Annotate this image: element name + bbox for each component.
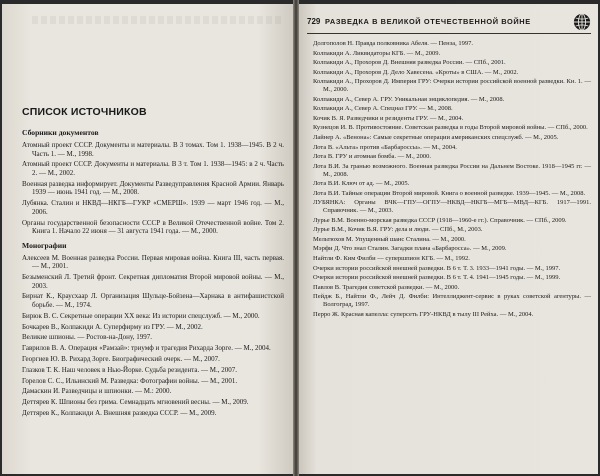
running-header <box>307 10 591 34</box>
page-title: СПИСОК ИСТОЧНИКОВ <box>22 106 147 118</box>
bibliography-entry: Мельтюхов М. Упущенный шанс Сталина. — М., 2000. <box>313 235 466 243</box>
bibliography-entry: Бирюк В. С. Секретные операции XX века: Из истории спецслужб. — М., 2000. <box>22 311 260 320</box>
bibliography-entry: Очерки истории российской внешней разведки. В 6 т. Т. 4. 1941—1945 годы. — М., 1999. <box>313 274 561 282</box>
bibliography-entry: Павлов В. Трагедия советской разведки. — М., 2000. <box>313 283 460 291</box>
bibliography-entry: Бирнат К., Краусхаар Л. Организация Шульце-Бойзена—Харнака в антифашистской борьбе. — М., 1974. <box>22 292 284 310</box>
bibliography-entry: Долгополов Н. Правда полковника Абеля. — Пенза, 1997. <box>313 40 473 47</box>
bibliography-entry: Великие шпионы. — Ростов-на-Дону, 1997. <box>22 333 152 342</box>
bibliography-entry: Лота В.И. Тайные операции Второй мировой. Книга о военной разведке. 1939—1945. — М., 2008. <box>313 189 586 197</box>
bibliography-entry: Лубянка. Сталин и НКВД—НКГБ—ГУКР «СМЕРШ». 1939 — март 1946 год. — М., 2006. <box>22 199 284 216</box>
bibliography-entry: Алексеев М. Военная разведка России. Первая мировая война. Книга III, часть первая. — М., 2001. <box>22 253 284 271</box>
bibliography-entry: Колпакиди А. Ликвидаторы КГБ. — М., 2009. <box>313 49 441 57</box>
right-entries-list <box>313 40 591 320</box>
bibliography-entry: Дамаскин И. Разведчицы и шпионки. — М.: 2000. <box>22 387 172 396</box>
running-head: РАЗВЕДКА В ВЕЛИКОЙ ОТЕЧЕСТВЕННОЙ ВОЙНЕ <box>325 17 531 26</box>
bibliography-entry: Гаврилов В. А. Операция «Рамзай»: триумф и трагедия Рихарда Зорге. — М., 2004. <box>22 344 271 353</box>
bibliography-entry: Горелов С. С., Ильинский М. Разведка: Фотографии войны. — М., 2001. <box>22 376 238 385</box>
bibliography-entry: Перро Ж. Красная капелла: суперсеть ГРУ-НКВД в тылу III Рейха. — М., 2004. <box>313 310 534 318</box>
bibliography-entry: Бочкарев В., Колпакиди А. Суперфирму из ГРУ. — М., 2002. <box>22 322 203 331</box>
left-content <box>22 106 284 420</box>
monographs-list <box>22 254 284 418</box>
bibliography-entry: Кочик В. Я. Разведчики и резиденты ГРУ. — М., 2004. <box>313 114 464 122</box>
bibliography-entry: Атомный проект СССР. Документы и материалы. В 3 томах. Том 1. 1938—1945. В 2 ч. Часть 1. — М., 1998. <box>22 141 284 158</box>
bibliography-entry: Лайнер А. «Венона»: Самые секретные операции американских спецслужб. — М., 2005. <box>313 134 559 142</box>
bibliography-entry: Военная разведка информирует. Документы Разведуправления Красной Армии. Январь 1939 — июнь 1941 год. — М., 2008. <box>22 179 284 197</box>
bibliography-entry: Пейдж Б., Найтли Ф., Лейч Д. Филби: Интеллиджент-сервис в руках советской агентуры. — Волгоград, 1997. <box>313 293 591 309</box>
bibliography-entry: Лурье В.М., Кочик В.Я. ГРУ: дела и люди. — СПб., М., 2003. <box>313 226 483 234</box>
right-page <box>299 4 598 474</box>
bibliography-entry: Лота В. ГРУ и атомная бомба. — М., 2000. <box>313 153 432 161</box>
bibliography-entry: Лота В. «Альта» против «Барбароссы». — М., 2004. <box>313 143 457 151</box>
bibliography-entry: Очерки истории российской внешней разведки. В 6 т. Т. 3. 1933—1941 годы. — М., 1997. <box>313 264 561 272</box>
bibliography-entry: Колпакиди А., Прохоров Д. Империя ГРУ: Очерки истории российской военной разведки. Кн. 1. — М., 2000. <box>313 78 591 94</box>
bibliography-entry: Колпакиди А., Прохоров Д. Дело Хавесена. «Кроты» в США. — М., 2002. <box>313 68 519 76</box>
bibliography-entry: Колпакиди А., Север А. Спецназ ГРУ. — М., 2008. <box>313 105 453 113</box>
bibliography-entry: Лота В.И. Ключ от ад. — М., 2005. <box>313 180 410 188</box>
bibliography-entry: Глазков Т. К. Наш человек в Нью-Йорке. Судьба резидента. — М., 2007. <box>22 365 237 374</box>
bibliography-entry: Лота В.И. За гранью возможного. Военная разведка России на Дальнем Востоке. 1918—1945 гг. — М., 2008. <box>313 162 591 178</box>
bibliography-entry: Найтли Ф. Ким Филби — супершпион КГБ. — М., 1992. <box>313 254 470 262</box>
bibliography-entry: Колпакиди А., Прохоров Д. Внешняя разведка России. — СПб., 2001. <box>313 59 506 67</box>
documents-list <box>22 141 284 236</box>
globe-icon <box>573 13 591 31</box>
bibliography-entry: ЛУБЯНКА: Органы ВЧК—ГПУ—ОГПУ—НКВД—НКГБ—МГБ—МВД—КГБ. 1917—1991. Справочник. — М., 2003. <box>313 199 591 215</box>
bibliography-entry: Мэрфи Д. Что знал Сталин. Загадки плана «Барбаросса». — М., 2009. <box>313 245 507 253</box>
bibliography-entry: Безыменский Л. Третий фронт. Секретная дипломатия Второй мировой войны. — М., 2003. <box>22 273 284 290</box>
bibliography-entry: Кузнецов И. В. Противостояние. Советская разведка в годы Второй мировой войны. — СПб., 2000. <box>313 124 588 132</box>
page-number: 729 <box>307 17 321 26</box>
bleed-through-text <box>32 16 282 24</box>
section-heading-documents: Сборники документов <box>22 128 99 137</box>
left-page <box>2 4 293 474</box>
bibliography-entry: Атомный проект СССР. Документы и материалы. В 3 т. Том 1. 1938—1945: в 2 ч. Часть 2. — М., 2002. <box>22 160 284 177</box>
bibliography-entry: Лурье В.М. Военно-морская разведка СССР (1918—1960-е гг.). Справочник. — СПб., 2009. <box>313 216 567 224</box>
bibliography-entry: Органы государственной безопасности СССР в Великой Отечественной войне. Том 2. Книга 1. Начало 22 июня — 31 августа 1941 года. — М., 2000. <box>22 218 284 236</box>
bibliography-entry: Георгиев Ю. В. Рихард Зорге. Биографический очерк. — М., 2007. <box>22 354 220 363</box>
bibliography-entry: Колпакиди А., Север А. ГРУ. Уникальная энциклопедия. — М., 2008. <box>313 95 505 103</box>
section-heading-monographs: Монографии <box>22 240 67 250</box>
bibliography-entry: Деттярев К. Шпионы без грима. Семнадцать мгновений весны. — М., 2009. <box>22 398 249 407</box>
bibliography-entry: Деттярев К., Колпакиди А. Внешняя разведка СССР. — М., 2009. <box>22 408 217 417</box>
